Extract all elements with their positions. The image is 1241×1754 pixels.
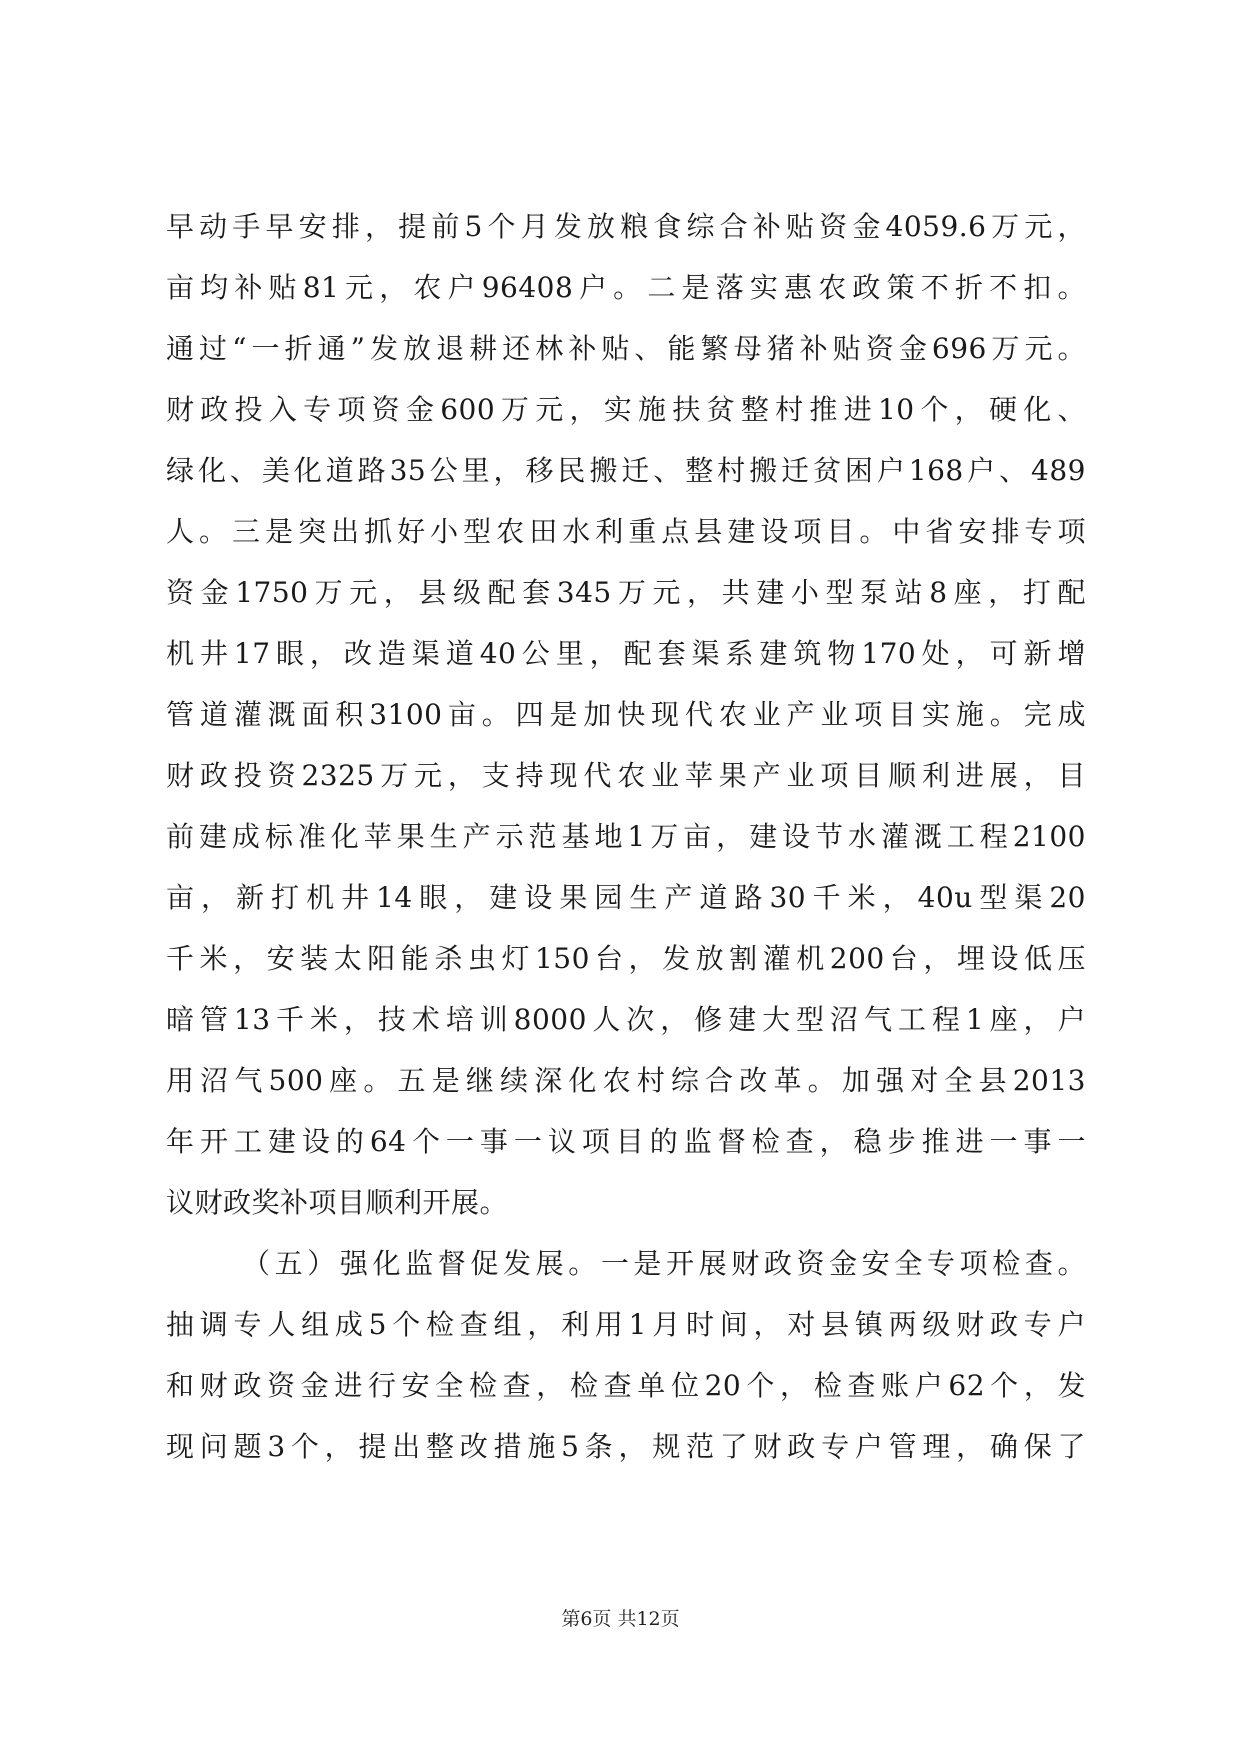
text-line: 用沼气500座。五是继续深化农村综合改革。加强对全县2013 xyxy=(166,1064,1086,1097)
text-line: 议财政奖补项目顺利开展。 xyxy=(166,1186,509,1219)
text-line: 亩，新打机井14眼，建设果园生产道路30千米，40u型渠20 xyxy=(166,881,1086,914)
text-line: 暗管13千米，技术培训8000人次，修建大型沼气工程1座，户 xyxy=(166,1003,1086,1036)
text-line: 管道灌溉面积3100亩。四是加快现代农业产业项目实施。完成 xyxy=(166,698,1086,731)
text-line: 机井17眼，改造渠道40公里，配套渠系建筑物170处，可新增 xyxy=(166,637,1086,670)
page-number: 第6页 共12页 xyxy=(561,1608,680,1630)
text-line: 现问题3个，提出整改措施5条，规范了财政专户管理，确保了 xyxy=(166,1430,1086,1463)
text-line: 早动手早安排，提前5个月发放粮食综合补贴资金4059.6万元， xyxy=(166,210,1086,243)
text-line: 绿化、美化道路35公里，移民搬迁、整村搬迁贫困户168户、489 xyxy=(166,454,1086,487)
text-line: 亩均补贴81元，农户96408户。二是落实惠农政策不折不扣。 xyxy=(166,271,1086,304)
section-heading-line: （五）强化监督促发展。一是开展财政资金安全专项检查。 xyxy=(242,1247,1086,1280)
text-line: 财政投资2325万元，支持现代农业苹果产业项目顺利进展，目 xyxy=(166,759,1086,792)
body-text xyxy=(166,196,1086,1477)
text-line: 年开工建设的64个一事一议项目的监督检查，稳步推进一事一 xyxy=(166,1125,1086,1158)
text-line: 千米，安装太阳能杀虫灯150台，发放割灌机200台，埋设低压 xyxy=(166,942,1086,975)
text-line: 财政投入专项资金600万元，实施扶贫整村推进10个，硬化、 xyxy=(166,393,1086,426)
text-line: 抽调专人组成5个检查组，利用1月时间，对县镇两级财政专户 xyxy=(166,1308,1086,1341)
text-line: 人。三是突出抓好小型农田水利重点县建设项目。中省安排专项 xyxy=(166,515,1086,548)
text-line: 资金1750万元，县级配套345万元，共建小型泵站8座，打配 xyxy=(166,576,1086,609)
text-line: 通过“一折通”发放退耕还林补贴、能繁母猪补贴资金696万元。 xyxy=(166,332,1086,365)
text-line: 和财政资金进行安全检查，检查单位20个，检查账户62个，发 xyxy=(166,1369,1086,1402)
text-line: 前建成标准化苹果生产示范基地1万亩，建设节水灌溉工程2100 xyxy=(166,820,1086,853)
